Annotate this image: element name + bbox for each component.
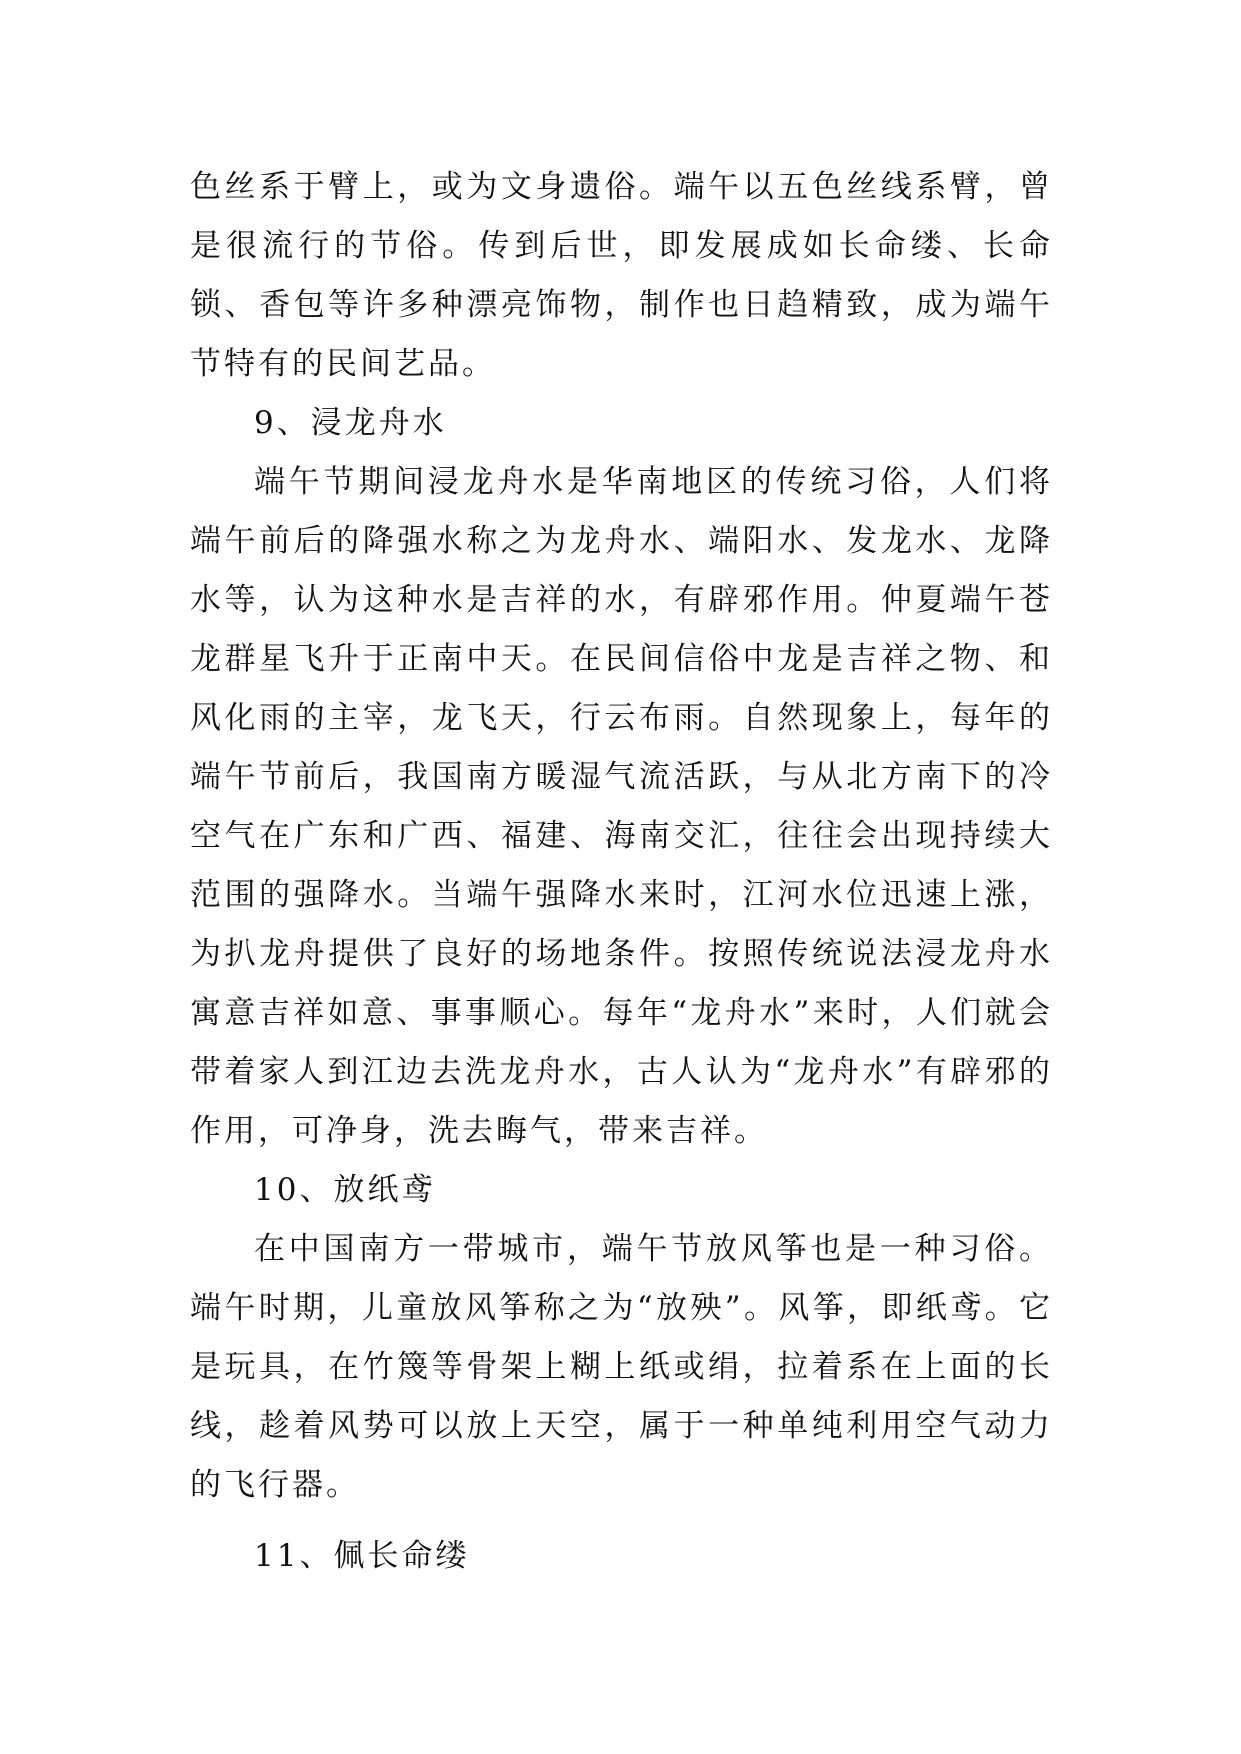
section-heading-9: 9、浸龙舟水: [254, 405, 447, 441]
paragraph-five-color-silk-continuation: 色丝系于臂上，或为文身遗俗。端午以五色丝线系臂，曾是很流行的节俗。传到后世，即发展成如长命缕、长命锁、香包等许多种漂亮饰物，制作也日趋精致，成为端午节特有的民间艺品。: [190, 169, 1053, 382]
paragraph-kite-flying: 在中国南方一带城市，端午节放风筝也是一种习俗。端午时期，儿童放风筝称之为“放殃”。风筝，即纸鸢。它是玩具，在竹篾等骨架上糊上纸或绢，拉着系在上面的长线，趁着风势可以放上天空，属于一种单纯利用空气动力的飞行器。: [190, 1231, 1053, 1503]
paragraph-spacer: [190, 1515, 1053, 1527]
document-body: [190, 158, 1053, 1586]
paragraph-dragon-boat-water: 端午节期间浸龙舟水是华南地区的传统习俗，人们将端午前后的降强水称之为龙舟水、端阳水、发龙水、龙降水等，认为这种水是吉祥的水，有辟邪作用。仲夏端午苍龙群星飞升于正南中天。在民间信俗中龙是吉祥之物、和风化雨的主宰，龙飞天，行云布雨。自然现象上，每年的端午节前后，我国南方暖湿气流活跃，与从北方南下的冷空气在广东和广西、福建、海南交汇，往往会出现持续大范围的强降水。当端午强降水来时，江河水位迅速上涨，为扒龙舟提供了良好的场地条件。按照传统说法浸龙舟水寓意吉祥如意、事事顺心。每年“龙舟水”来时，人们就会带着家人到江边去洗龙舟水，古人认为“龙舟水”有辟邪的作用，可净身，洗去晦气，带来吉祥。: [190, 464, 1053, 1149]
section-heading-11: 11、佩长命缕: [254, 1538, 470, 1574]
section-heading-10: 10、放纸鸢: [254, 1172, 436, 1208]
